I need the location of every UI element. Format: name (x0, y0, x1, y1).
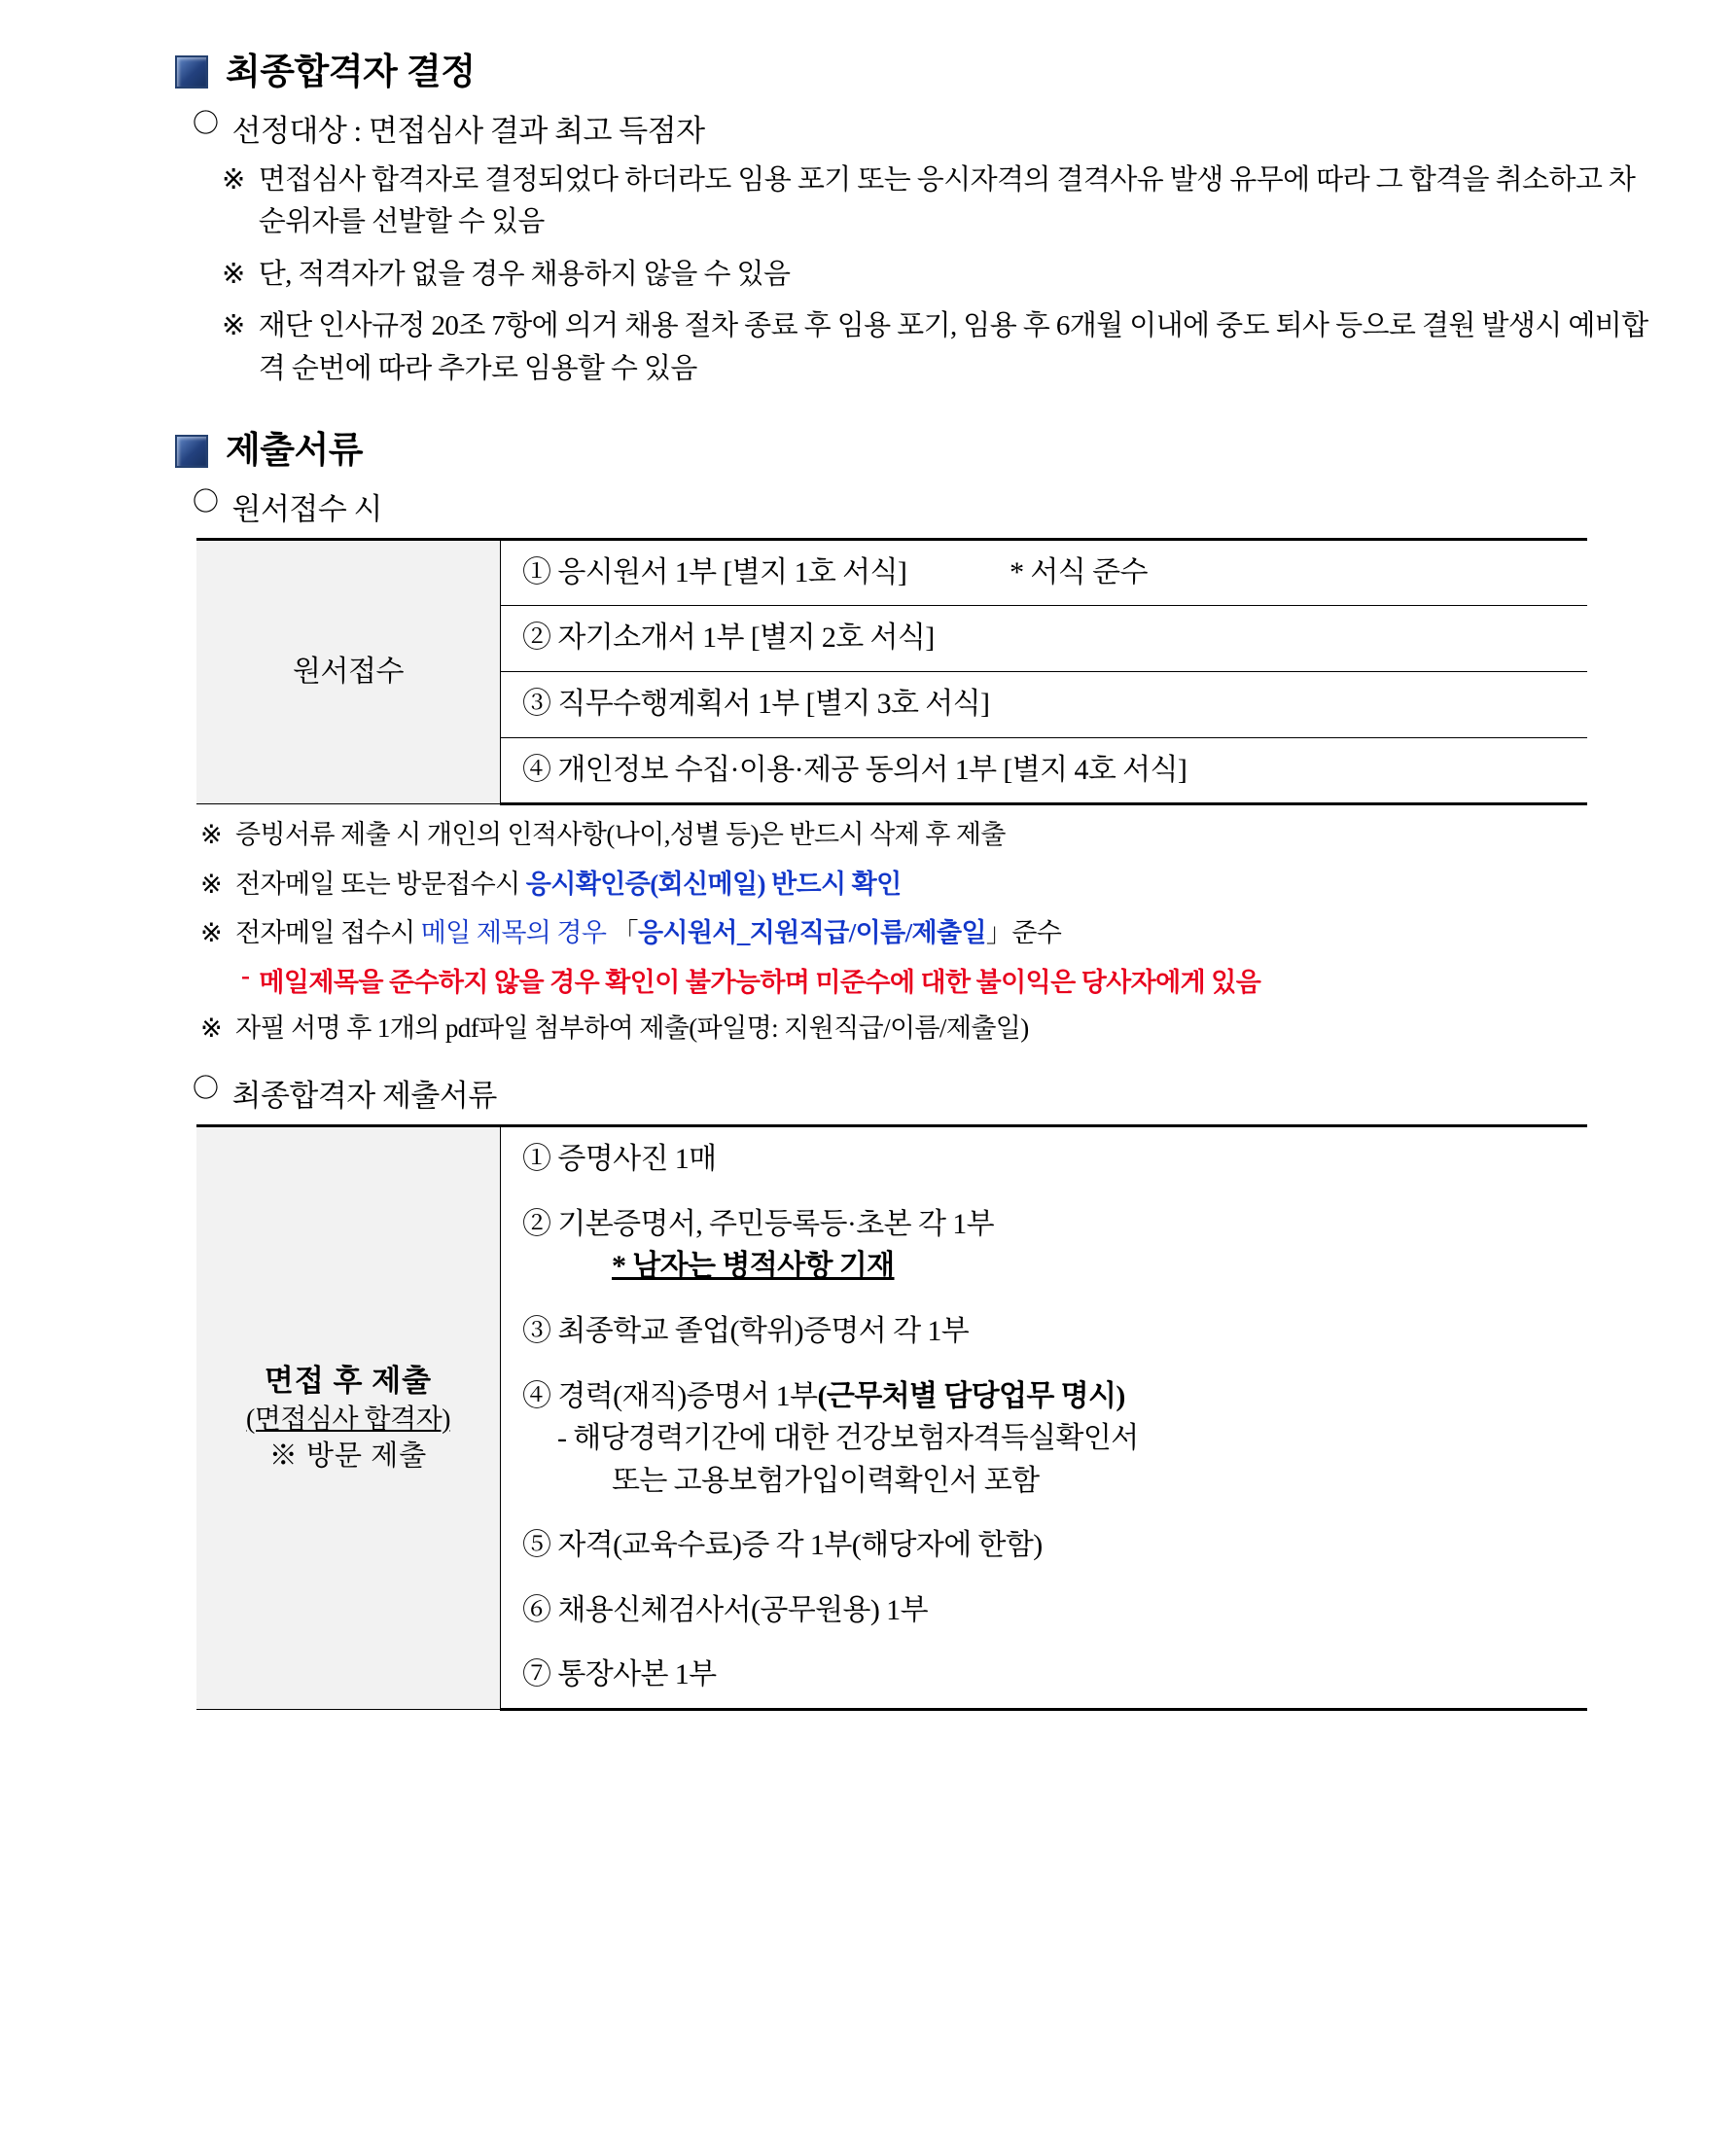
application-documents-table (196, 538, 1587, 805)
item-text: 응시원서 1부 [별지 1호 서식] (557, 555, 907, 588)
asterisk-mark-icon: ※ (200, 820, 223, 850)
note-text: 면접심사 합격자로 결정되었다 하더라도 임용 포기 또는 응시자격의 결격사유 발생 유무에 따라 그 합격을 취소하고 차순위자를 선발할 수 있음 (258, 163, 1636, 238)
table-row-label: 원서접수 (196, 539, 501, 803)
note-text (235, 865, 1648, 905)
square-bullet-icon (175, 55, 208, 89)
note-text-plain: 전자메일 접수시 (235, 918, 421, 948)
note-text-warning: 메일제목을 준수하지 않을 경우 확인이 불가능하며 미준수에 대한 불이익은 당사자에게 있음 (259, 967, 1261, 997)
asterisk-mark-icon: ※ (200, 1013, 223, 1043)
list-item (522, 1139, 1577, 1181)
item-subnote: - 해당경력기간에 대한 건강보험자격득실확인서 (557, 1422, 1139, 1455)
table-cell (501, 1643, 1588, 1709)
bullet-text: 원서접수 시 (231, 491, 382, 526)
circle-bullet-icon: 〇 (193, 486, 219, 516)
note-text: 단, 적격자가 없을 경우 채용하지 않을 수 있음 (258, 258, 791, 290)
item-number: ② (522, 1207, 551, 1240)
label-line-3: ※ 방문 제출 (268, 1440, 428, 1473)
item-text: 기본증명서, 주민등록등·초본 각 1부 (557, 1207, 995, 1240)
list-item (522, 1376, 1577, 1418)
note-text: 자필 서명 후 1개의 pdf파일 첨부하여 제출(파일명: 지원직급/이름/제출일) (235, 1013, 1029, 1043)
item-number: ④ (522, 1379, 551, 1412)
list-item (522, 750, 1577, 792)
item-text: 직무수행계획서 1부 [별지 3호 서식] (557, 688, 990, 721)
note-item (222, 254, 1648, 297)
list-item (522, 1590, 1577, 1632)
table-row (196, 539, 1587, 606)
bullet-line-final-documents (193, 1071, 1648, 1115)
item-text: 자격(교육수료)증 각 1부(해당자에 한함) (557, 1529, 1043, 1562)
note-item (200, 913, 1648, 953)
table-cell (501, 1299, 1588, 1365)
note-text (235, 913, 1648, 953)
item-subnote: * 남자는 병적사항 기재 (612, 1250, 895, 1283)
item-subnote: 또는 고용보험가입이력확인서 포함 (612, 1464, 1040, 1497)
item-text-plain: 경력(재직)증명서 1부 (557, 1379, 818, 1412)
item-number: ④ (522, 753, 551, 786)
item-text: 채용신체검사서(공무원용) 1부 (557, 1593, 928, 1626)
bullet-line-application (193, 484, 1648, 528)
note-bracket-close: 」준수 (985, 918, 1062, 948)
note-item (222, 305, 1648, 390)
item-number: ② (522, 622, 551, 655)
item-text: 개인정보 수집·이용·제공 동의서 1부 [별지 4호 서식] (557, 753, 1187, 786)
list-item (522, 1204, 1577, 1246)
table-row-label (196, 1126, 501, 1710)
table-cell (501, 672, 1588, 738)
note-text-plain: 전자메일 또는 방문접수시 (235, 869, 526, 899)
table-cell (501, 1126, 1588, 1192)
square-bullet-icon (175, 435, 208, 468)
bullet-text: 최종합격자 제출서류 (231, 1079, 497, 1114)
asterisk-mark-icon: ※ (200, 918, 223, 948)
bullet-line-selection-target (193, 106, 1648, 150)
list-item (522, 1654, 1577, 1696)
section-title: 제출서류 (226, 430, 363, 471)
asterisk-mark-icon: ※ (200, 869, 223, 899)
note-item (222, 160, 1648, 244)
item-number: ⑥ (522, 1593, 551, 1626)
item-text-bold: (근무처별 담당업무 명시) (817, 1379, 1125, 1412)
final-documents-table (196, 1124, 1587, 1711)
item-number: ⑤ (522, 1529, 551, 1562)
list-item (522, 1311, 1577, 1353)
table-cell (501, 1513, 1588, 1579)
note-item-warning (241, 961, 1648, 999)
asterisk-mark-icon: ※ (222, 310, 245, 342)
table-cell (501, 737, 1588, 804)
section-heading-documents (175, 431, 1648, 471)
table-row (196, 1126, 1587, 1192)
asterisk-mark-icon: ※ (222, 258, 245, 290)
item-number: ③ (522, 1314, 551, 1347)
table-cell (501, 1365, 1588, 1514)
item-number: ⑦ (522, 1658, 551, 1691)
note-text-blue: 메일 제목의 경우 (420, 918, 613, 948)
note-item (200, 865, 1648, 905)
note-text-highlight: 응시확인증(회신메일) 반드시 확인 (525, 869, 902, 899)
note-item (200, 815, 1648, 855)
table-cell (501, 539, 1588, 606)
circle-bullet-icon: 〇 (193, 108, 219, 138)
table-cell (501, 1192, 1588, 1299)
circle-bullet-icon: 〇 (193, 1074, 219, 1104)
item-text: 최종학교 졸업(학위)증명서 각 1부 (557, 1314, 970, 1347)
note-text-highlight: 응시원서_지원직급/이름/제출일 (637, 918, 986, 948)
note-bracket-open: 「 (612, 918, 638, 948)
item-text: 증명사진 1매 (557, 1143, 717, 1176)
item-text: 통장사본 1부 (557, 1658, 717, 1691)
note-text: 재단 인사규정 20조 7항에 의거 채용 절차 종료 후 임용 포기, 임용 후 6개월 이내에 중도 퇴사 등으로 결원 발생시 예비합격 순번에 따라 추가로 임용할 수 있음 (258, 310, 1648, 384)
list-item (522, 1525, 1577, 1567)
list-item (522, 618, 1577, 659)
bullet-text: 선정대상 : 면접심사 결과 최고 득점자 (231, 113, 705, 148)
dash-mark-icon: - (241, 960, 250, 990)
item-number: ① (522, 1143, 551, 1176)
list-item (522, 552, 1577, 594)
item-trailing-note: * 서식 준수 (1010, 555, 1148, 588)
table-cell (501, 1579, 1588, 1644)
list-item (522, 684, 1577, 726)
table-cell (501, 606, 1588, 672)
note-text: 증빙서류 제출 시 개인의 인적사항(나이,성별 등)은 반드시 삭제 후 제출 (235, 820, 1006, 850)
section-title: 최종합격자 결정 (226, 52, 476, 91)
label-line-2: (면접심사 합격자) (246, 1404, 450, 1435)
item-text: 자기소개서 1부 [별지 2호 서식] (557, 622, 935, 655)
label-line-1: 면접 후 제출 (264, 1363, 433, 1398)
item-number: ① (522, 555, 551, 588)
section-heading-final-pass (175, 53, 1648, 92)
asterisk-mark-icon: ※ (222, 163, 245, 196)
note-item (200, 1009, 1648, 1049)
item-number: ③ (522, 688, 551, 721)
